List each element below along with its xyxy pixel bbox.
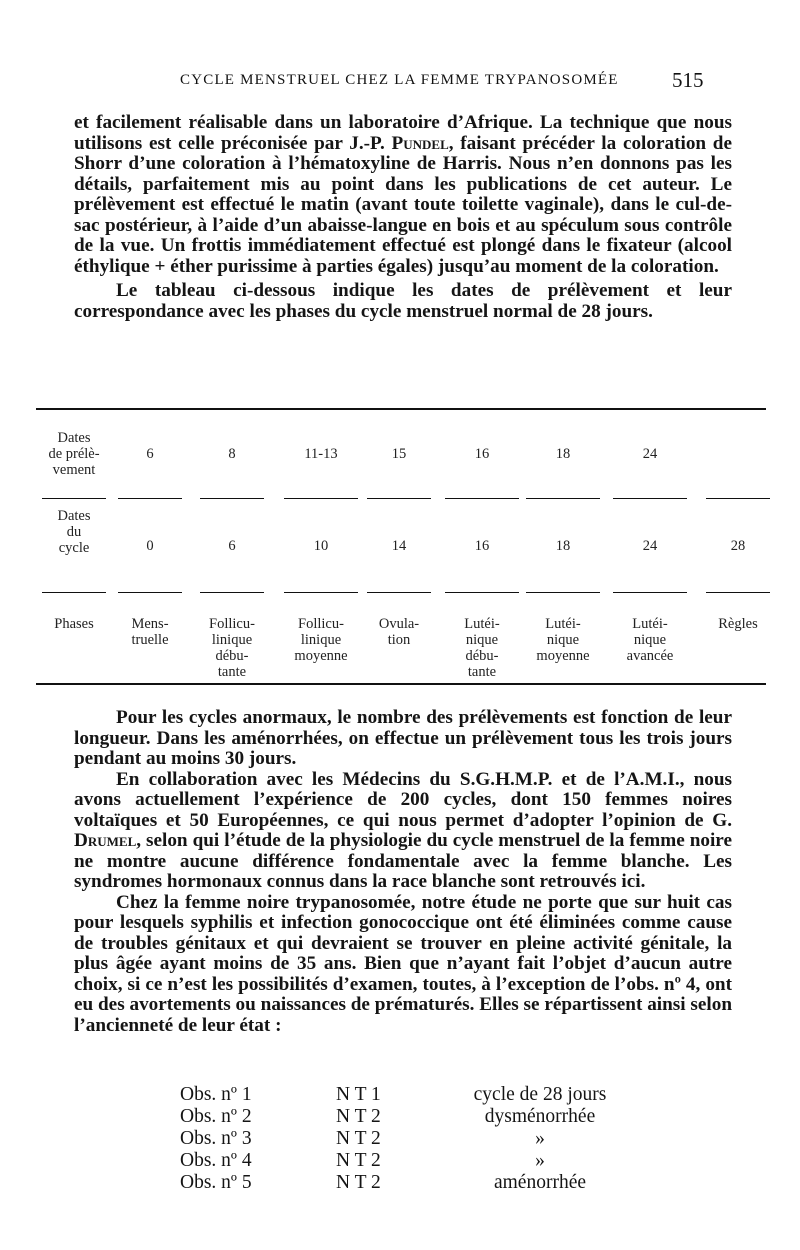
observation-row (180, 1150, 640, 1172)
table-cell (364, 446, 434, 462)
observation-stage: N T 2 (336, 1172, 381, 1193)
observation-list (180, 1084, 640, 1194)
table-row-separator (118, 592, 182, 593)
table-cell-line: moyenne (536, 648, 590, 664)
table-cell-line: nique (633, 632, 667, 648)
cycle-table (36, 408, 766, 686)
table-row-separator (445, 498, 519, 499)
table-row-separator (613, 592, 687, 593)
table-row-separator (445, 592, 519, 593)
observation-row (180, 1172, 640, 1194)
observation-row (180, 1084, 640, 1106)
table-row-separator (200, 498, 264, 499)
table-cell-line: linique (211, 632, 253, 648)
table-cell (115, 446, 185, 462)
table-row-label (39, 430, 109, 478)
outro-text (74, 708, 732, 1036)
table-cell-line: Lutéi- (545, 616, 581, 632)
table-cell (281, 446, 361, 462)
observation-stage: N T 2 (336, 1150, 381, 1171)
table-cell (523, 538, 603, 554)
table-cell-line: moyenne (294, 648, 348, 664)
table-cell-line: tante (467, 664, 497, 680)
table-cell-line: Follicu- (298, 616, 344, 632)
table-cell (197, 446, 267, 462)
observation-stage: N T 2 (336, 1128, 381, 1149)
table-cell-line: 6 (146, 446, 154, 462)
paragraph-abnormal-cycles: Pour les cycles anormaux, le nombre des prélèvements est fonction de leur longueur. Dans les aménorrhées, on effectue un prélèvement tous les trois jours pendant au moins 30 jours. (74, 707, 732, 769)
table-cell-line: Mens- (131, 616, 169, 632)
table-cell-line: truelle (131, 632, 169, 648)
table-row-label-line: Dates (57, 508, 91, 524)
table-cell-line: tante (217, 664, 247, 680)
table-row-separator (284, 592, 358, 593)
table-cell (523, 616, 603, 664)
table-row-separator (613, 498, 687, 499)
table-cell (364, 616, 434, 648)
paragraph-technique-part2: , faisant précéder la coloration de Shorr d’une coloration à l’hématoxyline de Harris. Nous n’en donnons pas les détails, parfaitement mis au point dans les publications de cet auteur. Le prélèvement est effectué le matin (avant toute toilette vaginale), dans le cul-de-sac postérieur, à l’aide d’un abaisse-langue en bois et au spéculum sous contrôle de la vue. Un frottis immédiatement effectué est plongé dans le fixateur (alcool éthylique + éther purissime à parties égales) jusqu’au moment de la coloration. (74, 132, 732, 277)
table-row-label-line: vement (52, 462, 96, 478)
observation-label: Obs. nº 2 (180, 1106, 252, 1127)
table-cell-line: Ovula- (378, 616, 420, 632)
paragraph-trypanosomed: Chez la femme noire trypanosomée, notre étude ne porte que sur huit cas pour lesquels syphilis et infection gonococcique ont été éliminées comme cause de troubles génitaux et qui devraient se trouver en pleine activité génitale, la plus âgée ayant moins de 35 ans. Bien que n’ayant fait l’objet d’aucun autre choix, si ce n’est les possibilités d’examen, toutes, à l’exception de l’obs. nº 4, ont eu des avortements ou naissances de prématurés. Elles se répartissent ainsi selon l’ancienneté de leur état : (74, 891, 732, 1036)
table-row-label-line: cycle (58, 540, 90, 556)
table-cell (442, 616, 522, 680)
table-row-separator (367, 592, 431, 593)
table-row-separator (284, 498, 358, 499)
table-row-label-line: de prélè- (48, 446, 100, 462)
table-bottom-rule (36, 683, 766, 685)
table-cell-line: 18 (555, 446, 571, 462)
observation-stage: N T 1 (336, 1084, 381, 1105)
running-head: CYCLE MENSTRUEL CHEZ LA FEMME TRYPANOSOMÉE (180, 72, 619, 88)
page-number: 515 (672, 68, 704, 92)
table-cell-line: 0 (146, 538, 154, 554)
table-cell-line: 14 (391, 538, 407, 554)
observation-label: Obs. nº 1 (180, 1084, 252, 1105)
table-row-separator (526, 592, 600, 593)
table-cell-line: 15 (391, 446, 407, 462)
paragraph-collaboration-part1: En collaboration avec les Médecins du S.G.H.M.P. et de l’A.M.I., nous avons actuellement l’expérience de 200 cycles, dont 150 femmes noires voltaïques et 50 Européennes, ce qui nous permet d’adopter l’opinion de G. (74, 768, 732, 831)
table-cell-line: 28 (730, 538, 746, 554)
table-row-separator (42, 498, 106, 499)
table-row-label-line: Phases (54, 616, 94, 632)
observation-note: aménorrhée (493, 1172, 587, 1193)
table-cell (115, 616, 185, 648)
table-cell-line: linique (300, 632, 342, 648)
observation-label: Obs. nº 3 (180, 1128, 252, 1149)
table-row-separator (526, 498, 600, 499)
paragraph-technique (74, 113, 732, 277)
table-cell-line: débu- (215, 648, 249, 664)
observation-note: dysménorrhée (484, 1106, 596, 1127)
table-cell-line: Follicu- (209, 616, 255, 632)
table-cell (523, 446, 603, 462)
table-row-separator (42, 592, 106, 593)
table-cell (610, 446, 690, 462)
table-cell (197, 538, 267, 554)
table-cell-line: 11-13 (304, 446, 338, 462)
table-cell (703, 616, 773, 632)
paragraph-technique-part1: et facilement réalisable dans un laboratoire d’Afrique. La technique que nous utilisons est celle préconisée par J.-P. (74, 112, 732, 154)
table-cell-line: avancée (626, 648, 674, 664)
table-cell-line: 6 (228, 538, 236, 554)
observation-note: » (535, 1128, 545, 1149)
table-cell (442, 446, 522, 462)
observation-note: » (535, 1150, 545, 1171)
table-cell-line: tion (387, 632, 411, 648)
table-cell-line: 10 (313, 538, 329, 554)
observation-label: Obs. nº 4 (180, 1150, 252, 1171)
paragraph-table-intro: Le tableau ci-dessous indique les dates de prélèvement et leur correspondance avec les phases du cycle menstruel normal de 28 jours. (74, 280, 732, 322)
table-cell-line: nique (465, 632, 499, 648)
table-cell (703, 538, 773, 554)
table-cell-line: 24 (642, 446, 658, 462)
table-cell-line: 16 (474, 446, 490, 462)
table-cell-line: Lutéi- (632, 616, 668, 632)
table-row-separator (118, 498, 182, 499)
observation-label: Obs. nº 5 (180, 1172, 252, 1193)
table-cell (610, 538, 690, 554)
intro-text (74, 113, 732, 322)
author-pundel: Pundel (391, 132, 449, 154)
observation-row (180, 1106, 640, 1128)
page-header (0, 66, 800, 96)
table-cell (610, 616, 690, 664)
table-cell (281, 538, 361, 554)
table-row-label (39, 616, 109, 632)
table-cell-line: nique (546, 632, 580, 648)
table-cell-line: 16 (474, 538, 490, 554)
table-cell (115, 538, 185, 554)
table-row-separator (367, 498, 431, 499)
table-row-separator (706, 592, 770, 593)
table-cell-line: 18 (555, 538, 571, 554)
table-cell-line: débu- (465, 648, 499, 664)
table-cell (281, 616, 361, 664)
table-row-label-line: du (66, 524, 82, 540)
paragraph-collaboration (74, 770, 732, 893)
table-cell-line: Règles (718, 616, 758, 632)
table-cell (197, 616, 267, 680)
table-row-separator (200, 592, 264, 593)
observation-stage: N T 2 (336, 1106, 381, 1127)
author-drumel: Drumel (74, 830, 137, 851)
table-row-separator (706, 498, 770, 499)
table-cell-line: Lutéi- (464, 616, 500, 632)
table-cell-line: 8 (228, 446, 236, 462)
observation-row (180, 1128, 640, 1150)
table-row-label (39, 508, 109, 556)
table-cell (364, 538, 434, 554)
table-top-rule (36, 408, 766, 410)
table-row-label-line: Dates (57, 430, 91, 446)
paragraph-collaboration-part2: , selon qui l’étude de la physiologie du cycle menstruel de la femme noire ne montre aucune différence fondamentale avec la femme blanche. Les syndromes hormonaux connus dans la race blanche sont retrouvés ici. (74, 830, 732, 892)
observation-note: cycle de 28 jours (473, 1084, 607, 1105)
table-cell (442, 538, 522, 554)
table-cell-line: 24 (642, 538, 658, 554)
